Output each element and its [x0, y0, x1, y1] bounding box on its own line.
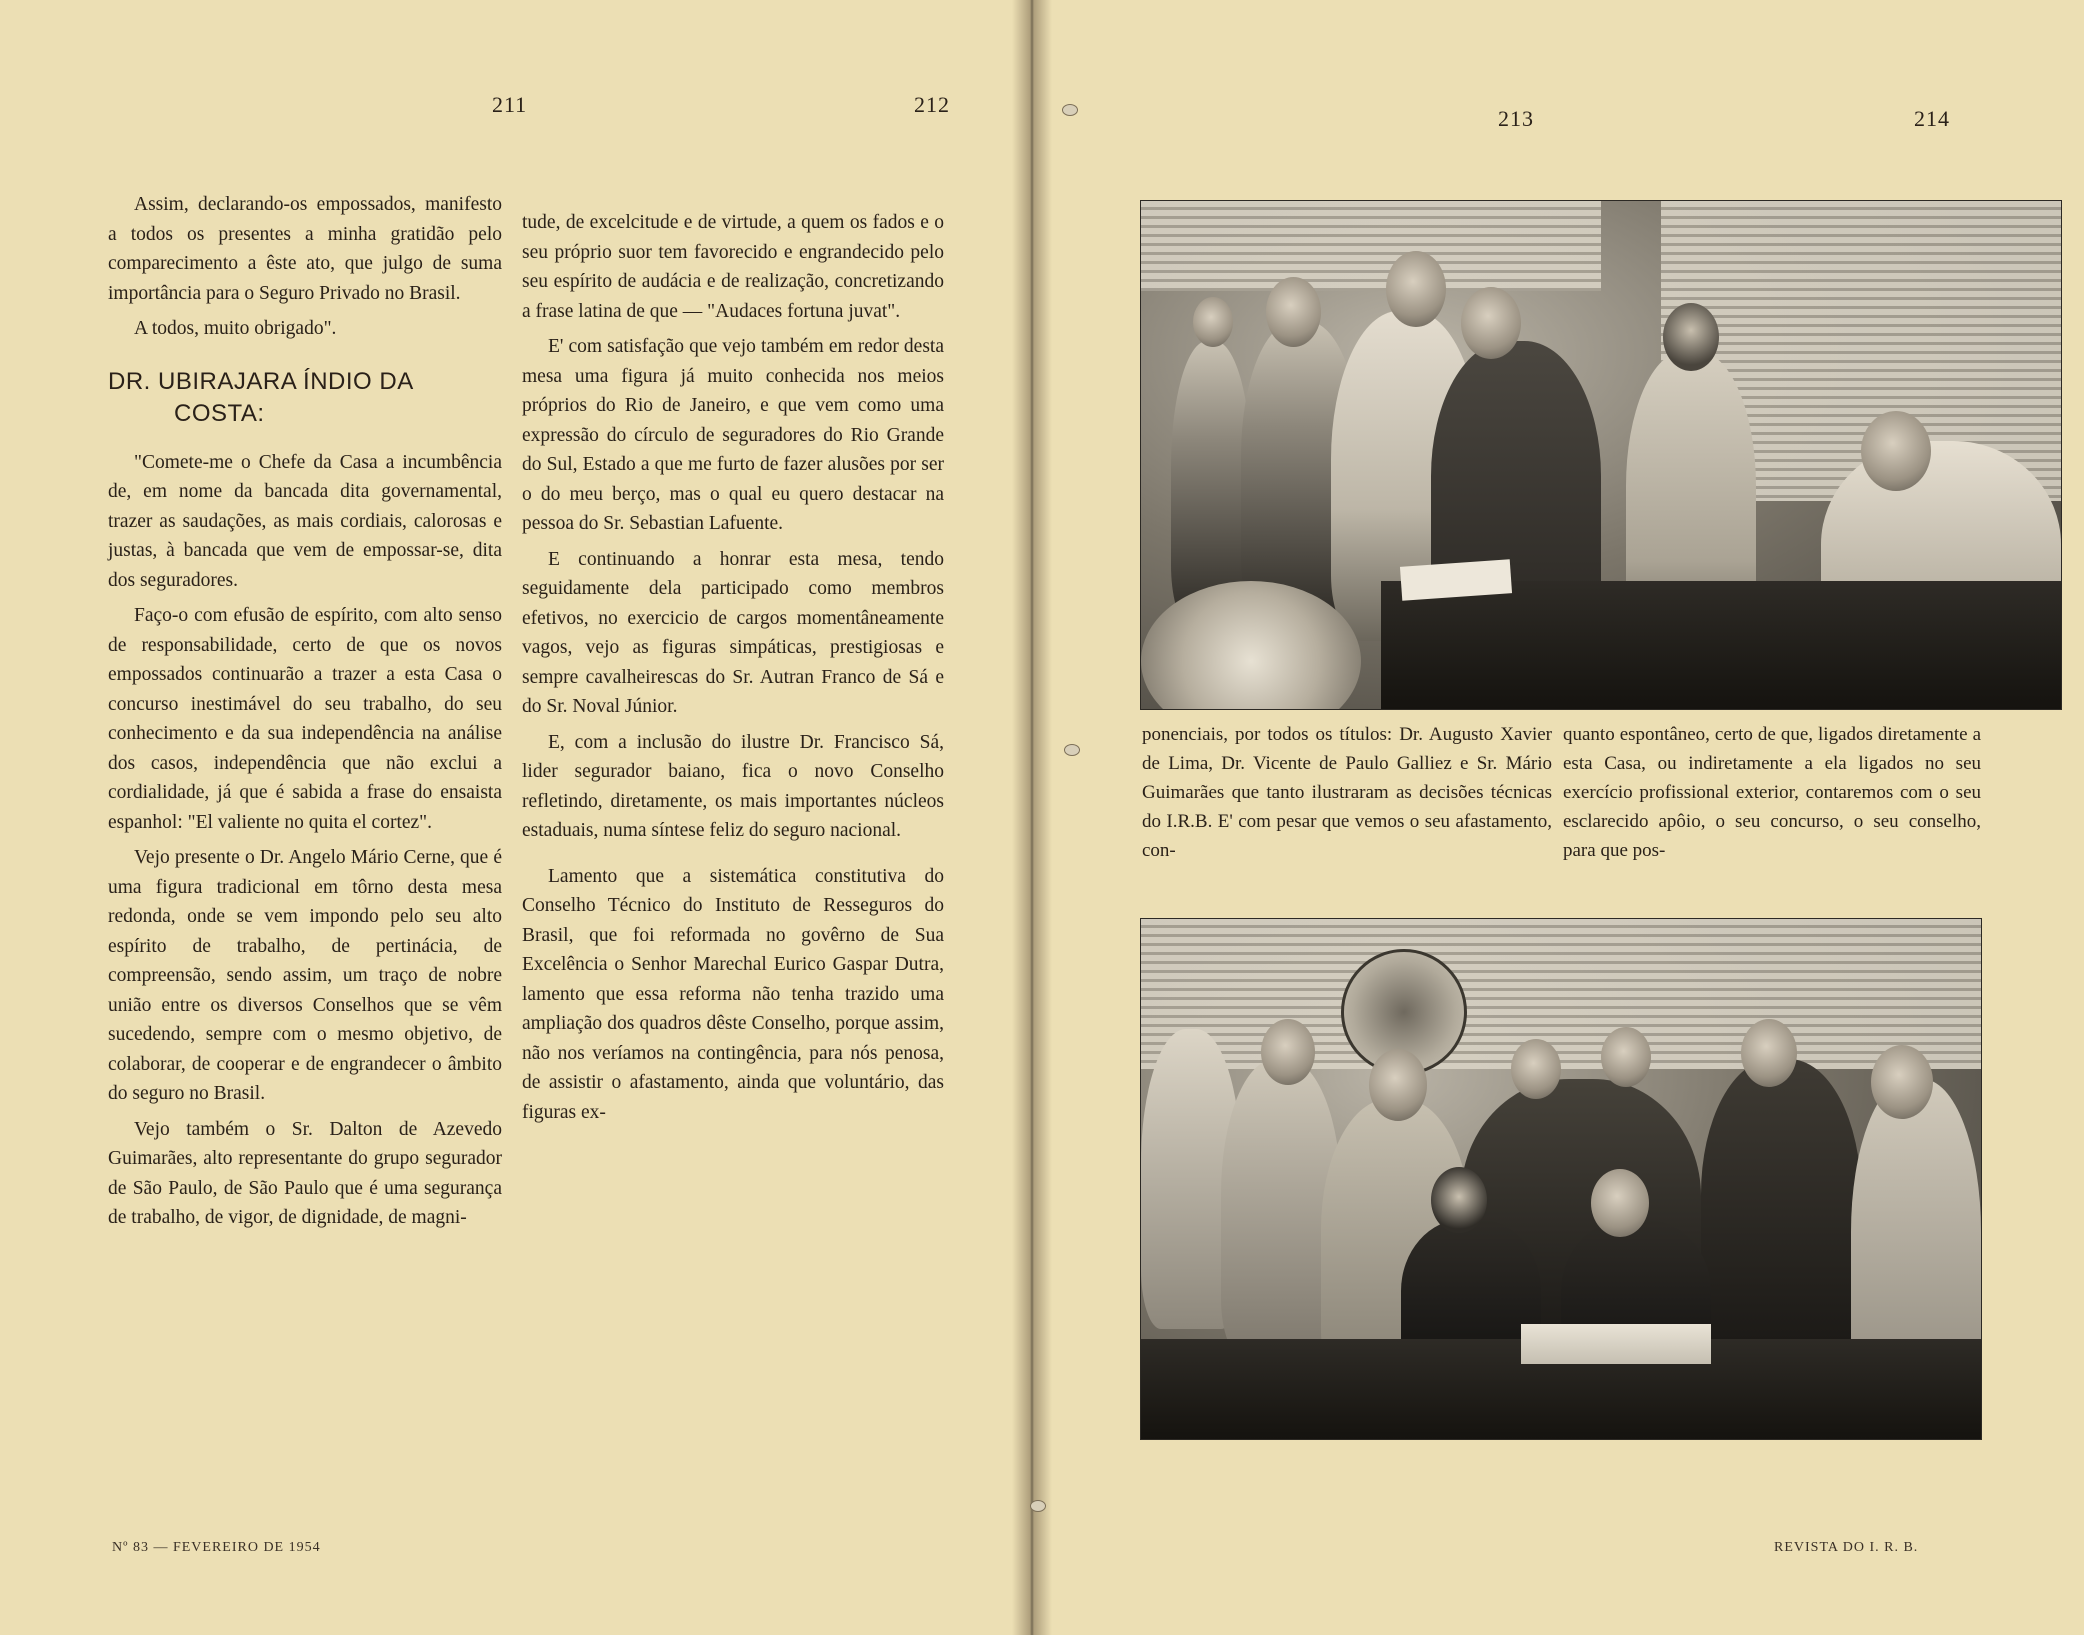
binding-stitch — [1064, 744, 1080, 756]
paragraph: Faço-o com efusão de espírito, com alto senso de responsabilidade, certo de que os novos empossados continuarão a trazer a esta Casa o concurso inestimável do seu trabalho, do seu conhecimento e da sua independência na análise dos casos, independência que não exclui a cordialidade, já que é sabida a frase do ensaista espanhol: "El valiente no quita el cortez". — [108, 605, 502, 833]
page-number-211: 211 — [492, 92, 528, 117]
person-head — [1591, 1169, 1649, 1237]
person-head — [1266, 277, 1321, 347]
paragraph: Assim, declarando-os empossados, manifesto a todos os presentes a minha gratidão pelo comparecimento a êste ato, que julgo de suma importância para o Seguro Privado no Brasil. — [108, 194, 502, 304]
person-head — [1386, 251, 1446, 327]
paragraph: E continuando a honrar esta mesa, tendo seguidamente dela participado como membros efetivos, no exercicio de cargos momentâneamente vagos, vejo as figuras simpáticas, prestigiosas e sempre cavalheirescas do Sr. Autran Franco de Sá e do Sr. Noval Júnior. — [522, 548, 944, 717]
binding-stitch — [1062, 104, 1078, 116]
person-head — [1369, 1049, 1427, 1121]
footer-journal: REVISTA DO I. R. B. — [1774, 1540, 1919, 1555]
column-page-213 — [1142, 720, 1552, 871]
paragraph: A todos, muito obrigado". — [134, 318, 337, 339]
person-head — [1511, 1039, 1561, 1099]
left-page — [0, 0, 1030, 1635]
register-book — [1521, 1324, 1711, 1364]
person-head — [1871, 1045, 1933, 1119]
paragraph: quanto espontâneo, certo de que, ligados diretamente a esta Casa, ou indiretamente a ela ligados no seu exercício profissional exterior, contaremos com o seu esclarecido apôio, o seu concurso, o seu conselho, para que pos- — [1563, 724, 1981, 861]
heading-line: COSTA: — [174, 399, 265, 427]
paragraph: E' com satisfação que vejo também em redor desta mesa uma figura já muito conhecida nos meios próprios do Rio de Janeiro, e que vem como uma expressão do círculo de seguradores do Rio Grande do Sul, Estado a que me furto de fazer alusões por ser o do meu berço, mas o qual eu quero destacar na pessoa do Sr. Sebastian Lafuente. — [522, 336, 944, 534]
heading-line: DR. UBIRAJARA ÍNDIO DA — [108, 367, 414, 395]
paragraph: tude, de excelcitude e de virtude, a quem os fados e o seu próprio suor tem favorecido e engrandecido pelo seu espírito de audácia e de realização, concretizando a frase latina de que — "Audaces fortuna juvat". — [522, 212, 944, 322]
column-page-212 — [522, 208, 944, 1133]
page-number-214: 214 — [1914, 106, 1950, 131]
book-gutter — [1012, 0, 1052, 1635]
paragraph: Vejo presente o Dr. Angelo Mário Cerne, que é uma figura tradicional em tôrno desta mesa redonda, onde se vem impondo pelo seu alto espírito de trabalho, de pertinácia, de compreensão, sendo assim, um traço de nobre união entre os diversos Conselhos que se vêm sucedendo, sempre com o mesmo objetivo, de colaborar, de cooperar e de engrandecer o âmbito do seguro no Brasil. — [108, 847, 502, 1104]
person-head — [1861, 411, 1931, 491]
person — [1701, 1059, 1861, 1359]
person-head — [1461, 287, 1521, 359]
person-head — [1601, 1027, 1651, 1087]
section-heading — [108, 366, 502, 430]
window-blinds — [1141, 201, 1601, 291]
page-number-212: 212 — [914, 92, 950, 117]
person — [1171, 341, 1251, 621]
paragraph: ponenciais, por todos os títulos: Dr. Augusto Xavier de Lima, Dr. Vicente de Paulo Galliez e Sr. Mário Guimarães que tanto ilustraram as decisões técnicas do I.R.B. E' com pesar que vemos o seu afastamento, con- — [1142, 724, 1552, 861]
person-head — [1193, 297, 1233, 347]
person-head — [1663, 303, 1719, 371]
paragraph: Lamento que a sistemática constitutiva do Conselho Técnico do Instituto de Resseguros do Brasil, que foi reformada no govêrno de Sua Excelência o Senhor Marechal Eurico Gaspar Dutra, lamento que essa reforma não tenha trazido uma ampliação dos quadros dêste Conselho, porque assim, não nos veríamos na contingência, para nós penosa, de assistir o afastamento, ainda que voluntário, das figuras ex- — [522, 865, 944, 1123]
page-number-213: 213 — [1498, 106, 1534, 131]
column-page-214 — [1563, 720, 1981, 871]
column-page-211 — [108, 190, 502, 1239]
desk — [1381, 581, 2061, 709]
person-head — [1261, 1019, 1315, 1085]
person-head — [1741, 1019, 1797, 1087]
paragraph: Vejo também o Sr. Dalton de Azevedo Guimarães, alto representante do grupo segurador de São Paulo, de São Paulo que é uma segurança de trabalho, de vigor, de dignidade, de magni- — [108, 1118, 502, 1228]
paragraph: "Comete-me o Chefe da Casa a incumbência de, em nome da bancada dita governamental, trazer as saudações, as mais cordiais, calorosas e justas, à bancada que vem de empossar-se, dita dos seguradores. — [108, 451, 502, 591]
photo-signing — [1140, 918, 1982, 1440]
right-page — [1030, 0, 2084, 1635]
photo-handshake — [1140, 200, 2062, 710]
person-head — [1431, 1167, 1487, 1233]
binding-stitch — [1030, 1500, 1046, 1512]
footer-issue: Nº 83 — FEVEREIRO DE 1954 — [112, 1540, 321, 1555]
paragraph: E, com a inclusão do ilustre Dr. Francisco Sá, lider segurador baiano, fica o novo Conselho refletindo, diretamente, os mais importantes núcleos estaduais, numa síntese feliz do seguro nacional. — [522, 731, 944, 841]
